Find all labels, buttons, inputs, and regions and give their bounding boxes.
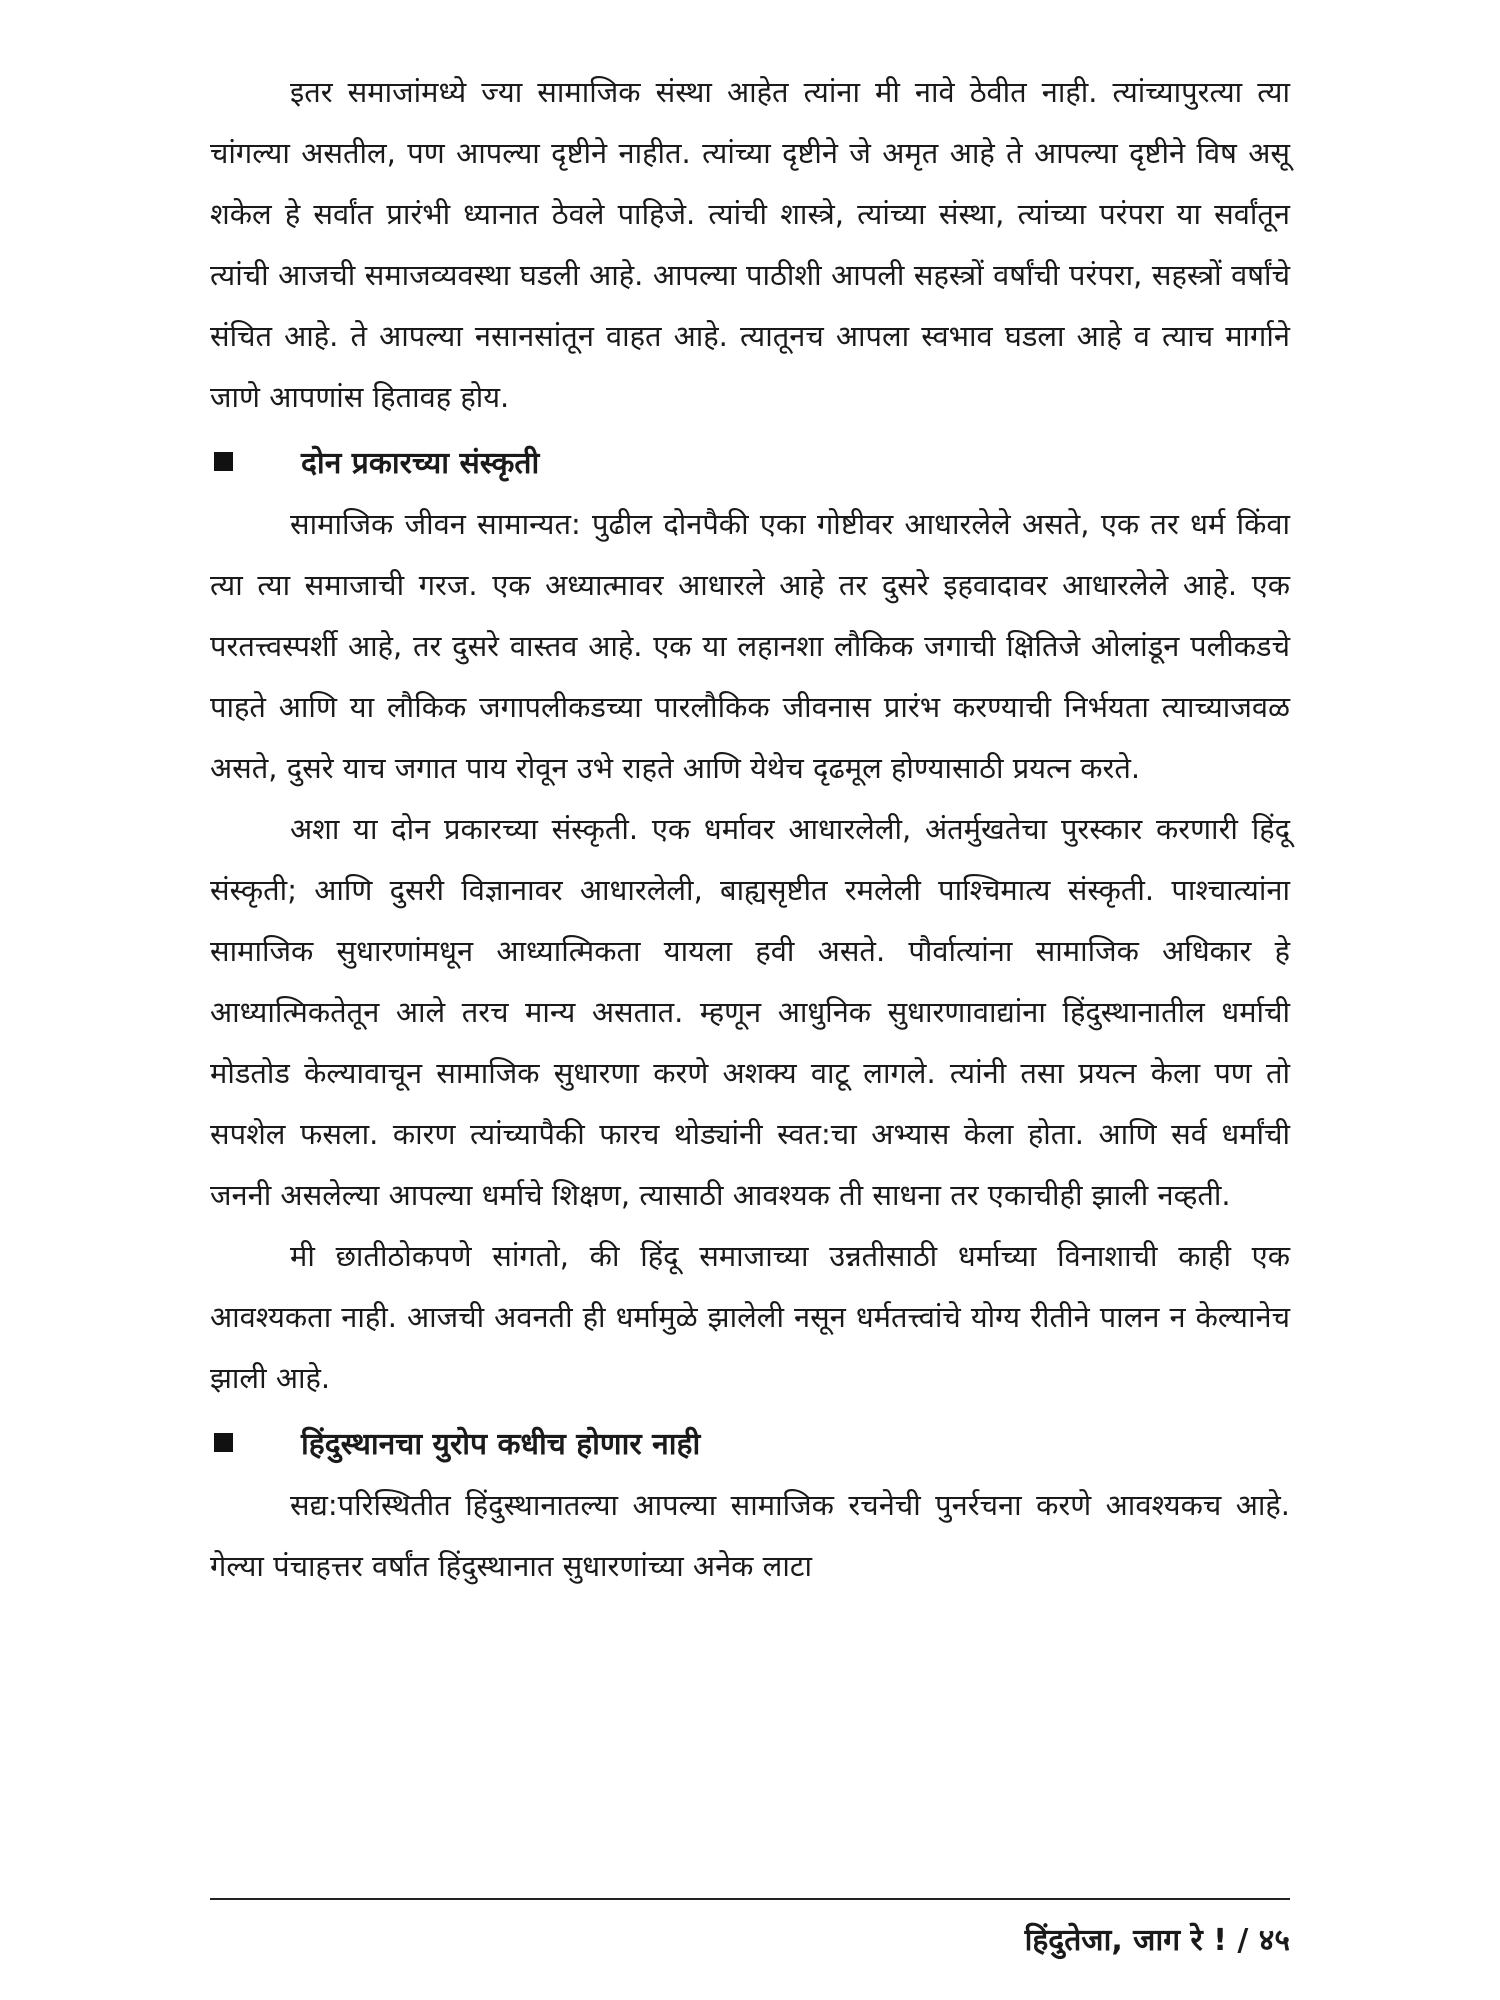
section-heading-1-text: दोन प्रकारच्या संस्कृती <box>301 445 540 481</box>
square-bullet-icon <box>214 452 233 471</box>
paragraph-2: सामाजिक जीवन सामान्यत: पुढील दोनपैकी एका गोष्टीवर आधारलेले असते, एक तर धर्म किंवा त्या त्या समाजाची गरज. एक अध्यात्मावर आधारले आहे तर दुसरे इहवादावर आधारलेले आहे. एक परतत्त्वस्पर्शी आहे, तर दुसरे वास्तव आहे. एक या लहानशा लौकिक जगाची क्षितिजे ओलांडून पलीकडचे पाहते आणि या लौकिक जगापलीकडच्या पारलौकिक जीवनास प्रारंभ करण्याची निर्भयता त्याच्याजवळ असते, दुसरे याच जगात पाय रोवून उभे राहते आणि येथेच दृढमूल होण्यासाठी प्रयत्न करते. <box>210 507 1290 785</box>
square-bullet-icon <box>214 1433 233 1452</box>
paragraph-3: अशा या दोन प्रकारच्या संस्कृती. एक धर्मावर आधारलेली, अंतर्मुखतेचा पुरस्कार करणारी हिंदू संस्कृती; आणि दुसरी विज्ञानावर आधारलेली, बाह्यसृष्टीत रमलेली पाश्चिमात्य संस्कृती. पाश्चात्यांना सामाजिक सुधारणांमधून आध्यात्मिकता यायला हवी असते. पौर्वात्यांना सामाजिक अधिकार हे आध्यात्मिकतेतून आले तरच मान्य असतात. म्हणून आधुनिक सुधारणावाद्यांना हिंदुस्थानातील धर्माची मोडतोड केल्यावाचून सामाजिक सुधारणा करणे अशक्य वाटू लागले. त्यांनी तसा प्रयत्न केला पण तो सपशेल फसला. कारण त्यांच्यापैकी फारच थोड्यांनी स्वत:चा अभ्यास केला होता. आणि सर्व धर्मांची जननी असलेल्या आपल्या धर्माचे शिक्षण, त्यासाठी आवश्यक ती साधना तर एकाचीही झाली नव्हती. <box>210 812 1290 1212</box>
paragraph-4: मी छातीठोकपणे सांगतो, की हिंदू समाजाच्या उन्नतीसाठी धर्माच्या विनाशाची काही एक आवश्यकता नाही. आजची अवनती ही धर्मामुळे झालेली नसून धर्मतत्त्वांचे योग्य रीतीने पालन न केल्यानेच झाली आहे. <box>210 1239 1290 1395</box>
section-heading-2 <box>210 1411 1290 1473</box>
footer-divider <box>210 1898 1290 1900</box>
section-heading-1 <box>210 430 1290 492</box>
section-heading-2-text: हिंदुस्थानचा युरोप कधीच होणार नाही <box>301 1426 701 1462</box>
paragraph-1: इतर समाजांमध्ये ज्या सामाजिक संस्था आहेत त्यांना मी नावे ठेवीत नाही. त्यांच्यापुरत्या त्या चांगल्या असतील, पण आपल्या दृष्टीने नाहीत. त्यांच्या दृष्टीने जे अमृत आहे ते आपल्या दृष्टीने विष असू शकेल हे सर्वांत प्रारंभी ध्यानात ठेवले पाहिजे. त्यांची शास्त्रे, त्यांच्या संस्था, त्यांच्या परंपरा या सर्वांतून त्यांची आजची समाजव्यवस्था घडली आहे. आपल्या पाठीशी आपली सहस्त्रों वर्षांची परंपरा, सहस्त्रों वर्षांचे संचित आहे. ते आपल्या नसानसांतून वाहत आहे. त्यातूनच आपला स्वभाव घडला आहे व त्याच मार्गाने जाणे आपणांस हितावह होय. <box>210 75 1290 414</box>
page-footer: हिंदुतेजा, जाग रे ! / ४५ <box>1024 1923 1290 1958</box>
paragraph-5: सद्य:परिस्थितीत हिंदुस्थानातल्या आपल्या सामाजिक रचनेची पुनर्रचना करणे आवश्यकच आहे. गेल्या पंचाहत्तर वर्षांत हिंदुस्थानात सुधारणांच्या अनेक लाटा <box>210 1488 1290 1583</box>
